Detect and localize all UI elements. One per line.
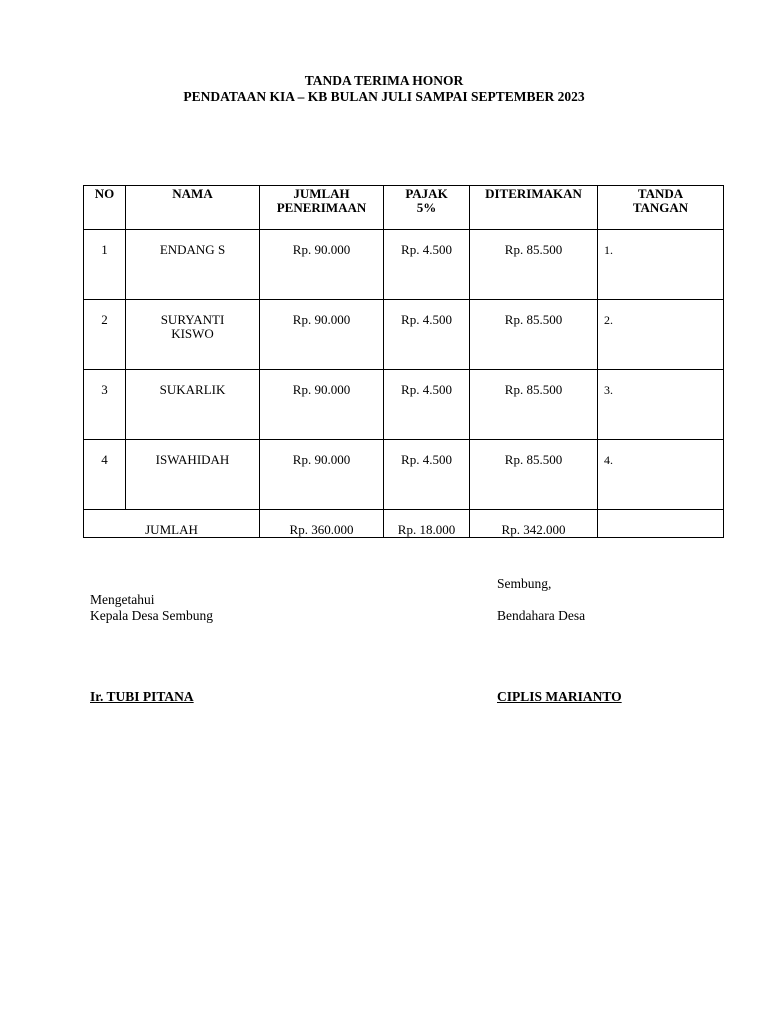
honor-table xyxy=(83,185,724,538)
cell-diterimakan: Rp. 85.500 xyxy=(470,440,598,510)
cell-jumlah: Rp. 90.000 xyxy=(260,440,384,510)
header-tanda-line1: TANDA xyxy=(637,186,684,201)
table-row xyxy=(84,230,724,300)
cell-pajak: Rp. 4.500 xyxy=(384,230,470,300)
treasurer-name: CIPLIS MARIANTO xyxy=(497,689,622,704)
table-row xyxy=(84,300,724,370)
header-pajak-line1: PAJAK xyxy=(405,186,448,201)
cell-nama-line2: KISWO xyxy=(171,326,214,341)
cell-diterimakan: Rp. 85.500 xyxy=(470,230,598,300)
cell-jumlah: Rp. 90.000 xyxy=(260,230,384,300)
cell-no: 3 xyxy=(84,370,126,440)
document-subtitle: PENDATAAN KIA – KB BULAN JULI SAMPAI SEPTEMBER 2023 xyxy=(183,89,585,104)
total-label: JUMLAH xyxy=(84,510,260,538)
cell-jumlah: Rp. 90.000 xyxy=(260,370,384,440)
header-nama: NAMA xyxy=(126,186,260,230)
cell-pajak: Rp. 4.500 xyxy=(384,300,470,370)
village-head-name: Ir. TUBI PITANA xyxy=(90,689,194,704)
table-row xyxy=(84,370,724,440)
header-jumlah-penerimaan xyxy=(260,186,384,230)
header-jumlah-line2: PENERIMAAN xyxy=(276,200,367,215)
cell-tanda-tangan: 4. xyxy=(598,440,724,510)
cell-no: 1 xyxy=(84,230,126,300)
header-tanda-line2: TANGAN xyxy=(632,200,689,215)
cell-diterimakan: Rp. 85.500 xyxy=(470,370,598,440)
approval-line1: Mengetahui xyxy=(90,592,155,607)
header-jumlah-line1: JUMLAH xyxy=(293,186,350,201)
cell-no: 4 xyxy=(84,440,126,510)
total-jumlah: Rp. 360.000 xyxy=(260,510,384,538)
approval-line2: Kepala Desa Sembung xyxy=(90,608,213,623)
treasurer-role: Bendahara Desa xyxy=(497,608,586,623)
table-row xyxy=(84,440,724,510)
cell-nama: ISWAHIDAH xyxy=(126,440,260,510)
cell-tanda-tangan: 3. xyxy=(598,370,724,440)
total-diterimakan: Rp. 342.000 xyxy=(470,510,598,538)
cell-pajak: Rp. 4.500 xyxy=(384,440,470,510)
cell-no: 2 xyxy=(84,300,126,370)
approval-block xyxy=(90,592,213,624)
cell-jumlah: Rp. 90.000 xyxy=(260,300,384,370)
cell-nama-line1: SURYANTI xyxy=(160,312,225,327)
cell-tanda-tangan: 2. xyxy=(598,300,724,370)
header-pajak xyxy=(384,186,470,230)
cell-tanda-tangan: 1. xyxy=(598,230,724,300)
total-tanda-tangan xyxy=(598,510,724,538)
cell-diterimakan: Rp. 85.500 xyxy=(470,300,598,370)
document-title: TANDA TERIMA HONOR xyxy=(304,73,464,88)
table-total-row xyxy=(84,510,724,538)
header-pajak-line2: 5% xyxy=(416,200,437,215)
cell-nama: ENDANG S xyxy=(126,230,260,300)
cell-nama xyxy=(126,300,260,370)
cell-pajak: Rp. 4.500 xyxy=(384,370,470,440)
place-text: Sembung, xyxy=(497,576,552,591)
header-tanda-tangan xyxy=(598,186,724,230)
table-header-row xyxy=(84,186,724,230)
cell-nama: SUKARLIK xyxy=(126,370,260,440)
header-no: NO xyxy=(84,186,126,230)
header-diterimakan: DITERIMAKAN xyxy=(470,186,598,230)
total-pajak: Rp. 18.000 xyxy=(384,510,470,538)
